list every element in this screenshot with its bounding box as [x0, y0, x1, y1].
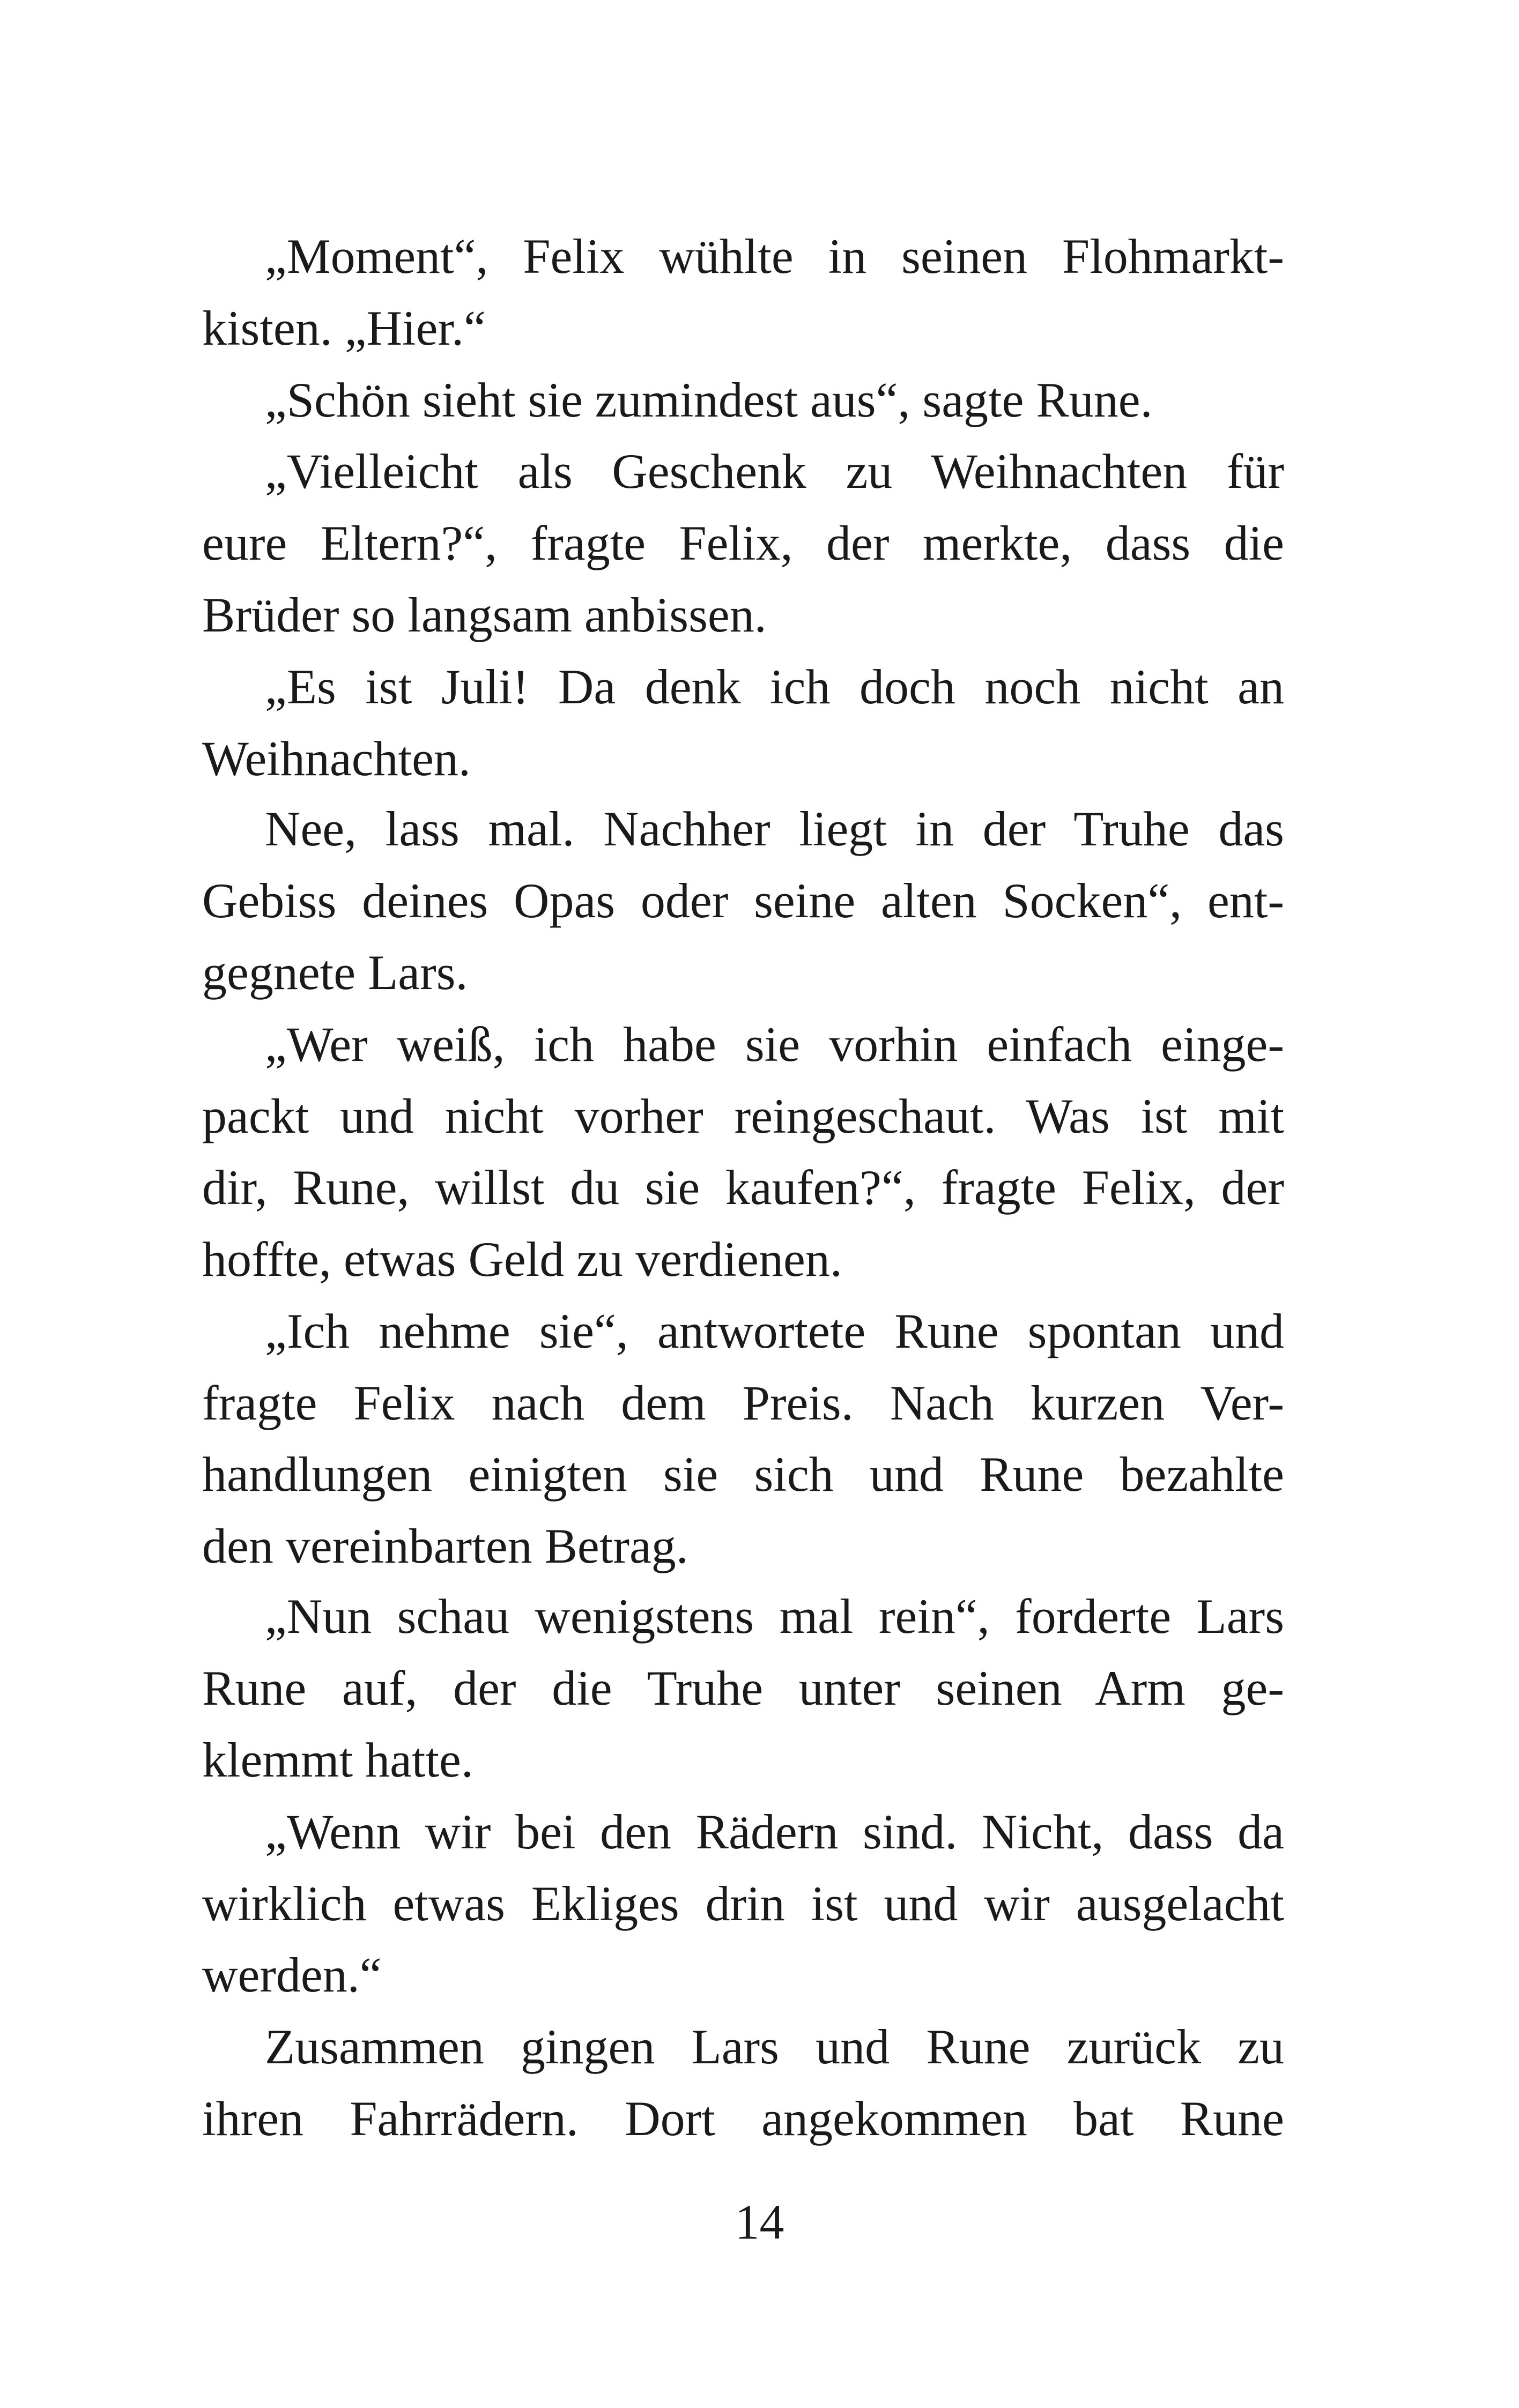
text-line: „Vielleicht als Geschenk zu Weihnachten für	[265, 444, 1284, 499]
text-line: handlungen einigten sie sich und Rune bezahlte	[202, 1447, 1284, 1502]
text-line: klemmt hatte.	[202, 1733, 473, 1787]
text-line: packt und nicht vorher reingeschaut. Was ist mit	[202, 1089, 1284, 1143]
text-line: wirklich etwas Ekliges drin ist und wir ausgelacht	[202, 1876, 1284, 1931]
text-line: eure Eltern?“, fragte Felix, der merkte, dass die	[202, 516, 1284, 570]
text-line: „Schön sieht sie zumindest aus“, sagte Rune.	[265, 373, 1153, 427]
text-line: Weihnachten.	[202, 731, 471, 786]
text-line: „Nun schau wenigstens mal rein“, forderte Lars	[265, 1589, 1284, 1644]
text-line: dir, Rune, willst du sie kaufen?“, fragte Felix, der	[202, 1160, 1284, 1215]
text-line: werden.“	[202, 1948, 382, 2002]
text-line: ihren Fahrrädern. Dort angekommen bat Rune	[202, 2091, 1284, 2146]
text-line: den vereinbarten Betrag.	[202, 1519, 688, 1573]
text-line: Zusammen gingen Lars und Rune zurück zu	[265, 2019, 1284, 2074]
text-line: fragte Felix nach dem Preis. Nach kurzen Ver-	[202, 1376, 1284, 1430]
text-line: Nee, lass mal. Nachher liegt in der Truhe das	[265, 801, 1284, 856]
text-line: kisten. „Hier.“	[202, 301, 486, 355]
page-number: 14	[735, 2195, 784, 2249]
text-line: „Ich nehme sie“, antwortete Rune spontan und	[265, 1304, 1284, 1358]
text-line: „Wenn wir bei den Rädern sind. Nicht, dass da	[265, 1804, 1284, 1859]
text-line: „Moment“, Felix wühlte in seinen Flohmarkt-	[265, 229, 1284, 284]
text-line: „Wer weiß, ich habe sie vorhin einfach einge-	[265, 1017, 1284, 1072]
text-line: „Es ist Juli! Da denk ich doch noch nicht an	[265, 659, 1284, 714]
text-line: Rune auf, der die Truhe unter seinen Arm ge-	[202, 1661, 1284, 1715]
text-line: hoffte, etwas Geld zu verdienen.	[202, 1232, 842, 1287]
text-line: Gebiss deines Opas oder seine alten Socken“, ent-	[202, 873, 1284, 928]
text-line: gegnete Lars.	[202, 945, 468, 1000]
text-line: Brüder so langsam anbissen.	[202, 588, 767, 642]
